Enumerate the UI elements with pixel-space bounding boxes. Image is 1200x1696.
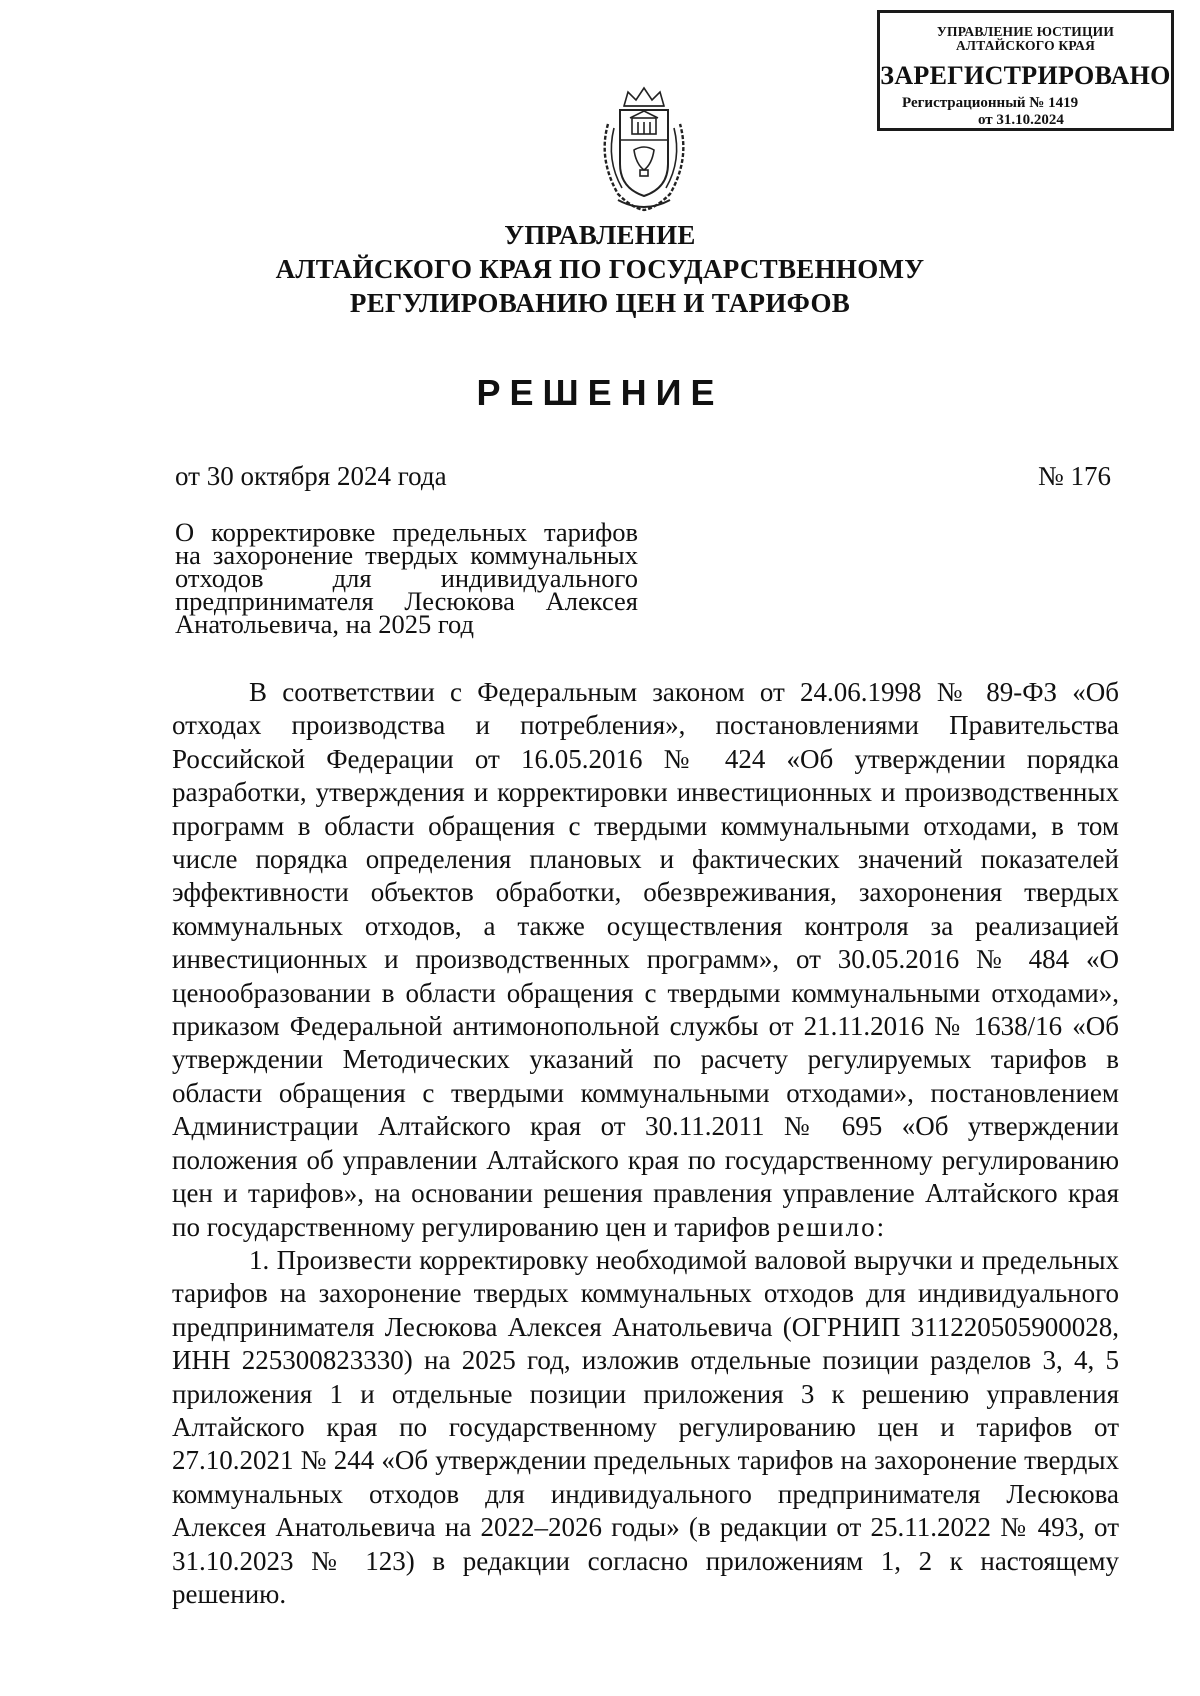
subject-line-2: на захоронение твердых коммунальных [175, 540, 638, 570]
preamble-text: В соответствии с Федеральным законом от 24.06.1998 № 89-ФЗ «Об отходах производства и потребления», постановлениями Правительства Российской Федерации от 16.05.2016 № 424 «Об утверждении порядка разработки, утверждения и корректировки инвестиционных и производственных программ в области обращения с твердыми коммунальными отходами, в том числе порядка определения плановых и фактических значений показателей эффективности объектов обработки, обезвреживания, захоронения твердых коммунальных отходов, а также осуществления контроля за реализацией инвестиционных и производственных программ», от 30.05.2016 № 484 «О ценообразовании в области обращения с твердыми коммунальными отходами», приказом Федеральной антимонопольной службы от 21.11.2016 № 1638/16 «Об утверждении Методических указаний по расчету регулируемых тарифов в области обращения с твердыми коммунальными отходами», постановлением Администрации Алтайского края от 30.11.2011 № 695 «Об утверждении положения об управлении Алтайского края по государственному регулированию цен и тарифов», на основании решения правления управление Алтайского края по государственному регулированию цен и тарифов [172, 677, 1119, 1242]
document-title: РЕШЕНИЕ [476, 372, 724, 413]
subject-line-1: О корректировке предельных тарифов [175, 517, 638, 547]
clause-1-paragraph: 1. Произвести корректировку необходимой валовой выручки и предельных тарифов на захоронение твердых коммунальных отходов для индивидуального предпринимателя Лесюкова Алексея Анатольевича (ОГРНИП 311220505900028, ИНН 225300823330) на 2025 год, изложив отдельные позиции разделов 3, 4, 5 приложения 1 и отдельные позиции приложения 3 к решению управления Алтайского края по государственному регулированию цен и тарифов от 27.10.2021 № 244 «Об утверждении предельных тарифов на захоронение твердых коммунальных отходов для индивидуального предпринимателя Лесюкова Алексея Анатольевича на 2022–2026 годы» (в редакции от 25.11.2022 № 493, от 31.10.2023 № 123) в редакции согласно приложениям 1, 2 к настоящему решению. [172, 1244, 1119, 1609]
stamp-authority-line2: АЛТАЙСКОГО КРАЯ [955, 38, 1096, 53]
subject-line-5: Анатольевича, на 2025 год [175, 609, 475, 639]
stamp-status: ЗАРЕГИСТРИРОВАНО [880, 61, 1171, 90]
registration-stamp [877, 10, 1174, 131]
document-number: № 176 [1037, 461, 1111, 491]
decision-keyword: решило: [776, 1211, 887, 1242]
header-line-1: УПРАВЛЕНИЕ [504, 220, 696, 250]
header-line-3: РЕГУЛИРОВАНИЮ ЦЕН И ТАРИФОВ [349, 288, 851, 318]
stamp-registration-number: Регистрационный № 1419 [902, 95, 1079, 111]
document-subject [175, 517, 638, 639]
authority-header [0, 218, 1200, 320]
document-date: от 30 октября 2024 года [175, 461, 447, 491]
subject-line-3: отходов для индивидуального [175, 563, 638, 593]
stamp-registration-date: от 31.10.2024 [978, 112, 1064, 128]
header-line-2: АЛТАЙСКОГО КРАЯ ПО ГОСУДАРСТВЕННОМУ [275, 254, 925, 284]
stamp-authority-line1: УПРАВЛЕНИЕ ЮСТИЦИИ [936, 24, 1115, 39]
subject-line-4: предпринимателя Лесюкова Алексея [175, 586, 638, 616]
coat-of-arms-emblem [588, 84, 700, 214]
document-body [172, 676, 1119, 1611]
preamble-paragraph [172, 676, 1119, 1244]
